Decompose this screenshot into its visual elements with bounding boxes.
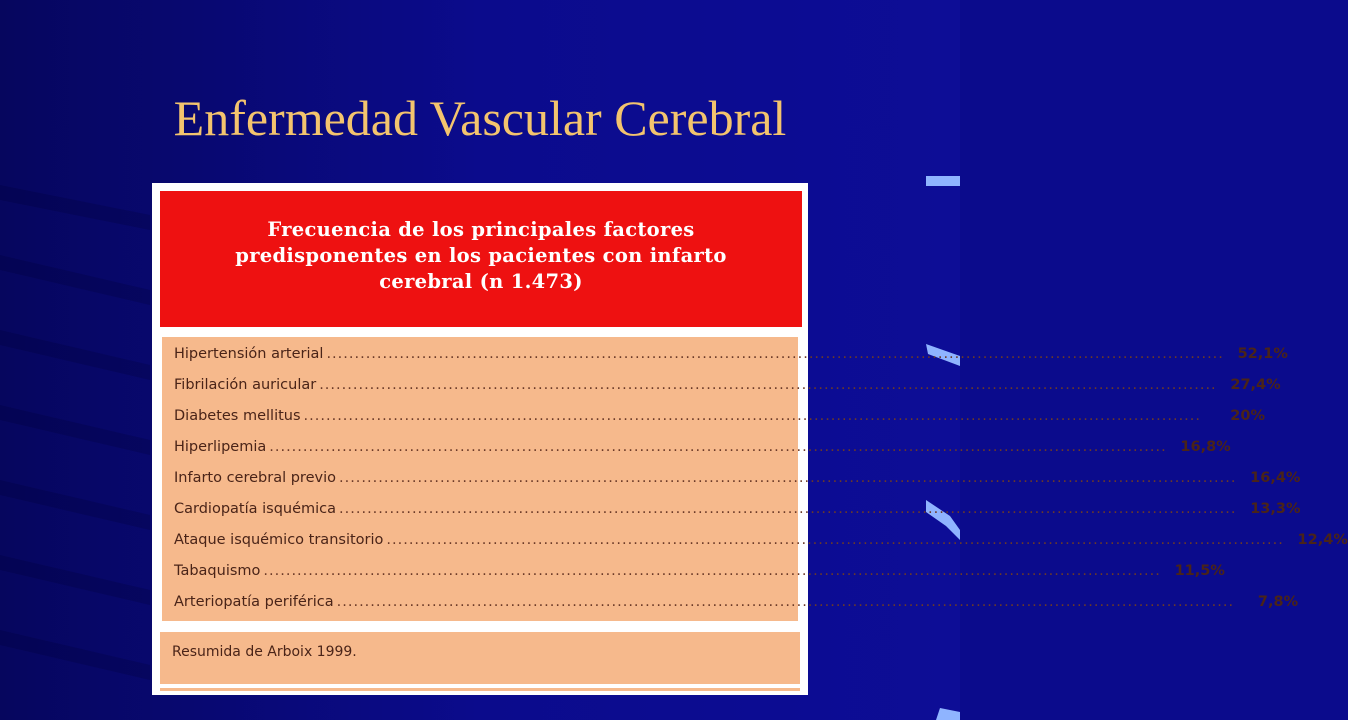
factor-value: 27,4% [1230,377,1281,393]
factor-label: Cardiopatía isquémica [174,501,337,517]
dot-leader: ................................................................................................................................................................ [303,408,1202,424]
dot-leader: ................................................................................................................................................................ [336,594,1235,610]
dot-leader: ................................................................................................................................................................ [263,563,1161,579]
scanned-table-image [152,183,1348,695]
factor-label: Fibrilación auricular [174,377,317,393]
dot-leader: ................................................................................................................................................................ [269,439,1167,455]
dot-leader: ................................................................................................................................................................ [338,470,1237,486]
factor-label: Hipertensión arterial [174,346,324,362]
table-header-line: predisponentes en los pacientes con infarto [235,244,727,267]
factor-label: Diabetes mellitus [174,408,301,424]
factor-label: Tabaquismo [174,563,261,579]
factor-value: 20% [1230,408,1266,424]
factor-row [174,594,1299,625]
table-header-line: Frecuencia de los principales factores [267,218,695,241]
factor-list [162,337,1348,621]
dot-leader: ................................................................................................................................................................ [386,532,1284,548]
factor-label: Hiperlipemia [174,439,267,455]
factor-value: 13,3% [1250,501,1301,517]
table-header-line: cerebral (n 1.473) [379,270,583,293]
factor-row [174,408,1266,439]
slide-title: Enfermedad Vascular Cerebral [173,90,787,146]
factor-label: Arteriopatía periférica [174,594,334,610]
source-note-text: Resumida de Arboix 1999. [172,644,357,660]
factor-value: 11,5% [1174,563,1225,579]
factor-row [174,532,1348,563]
source-note [160,632,800,684]
factor-value: 12,4% [1297,532,1348,548]
factor-value: 16,8% [1180,439,1231,455]
dot-leader: ................................................................................................................................................................ [319,377,1217,393]
factor-value: 7,8% [1257,594,1299,610]
factor-row [174,563,1225,594]
bottom-rule [160,688,800,691]
factor-value: 16,4% [1250,470,1301,486]
factor-row [174,346,1288,377]
factor-row [174,439,1231,470]
dot-leader: ................................................................................................................................................................ [339,501,1237,517]
table-header [160,191,802,327]
factor-row [174,377,1281,408]
factor-label: Ataque isquémico transitorio [174,532,384,548]
factor-label: Infarto cerebral previo [174,470,336,486]
factor-row [174,501,1301,532]
factor-row [174,470,1301,501]
factor-value: 52,1% [1237,346,1288,362]
dot-leader: ................................................................................................................................................................ [326,346,1224,362]
